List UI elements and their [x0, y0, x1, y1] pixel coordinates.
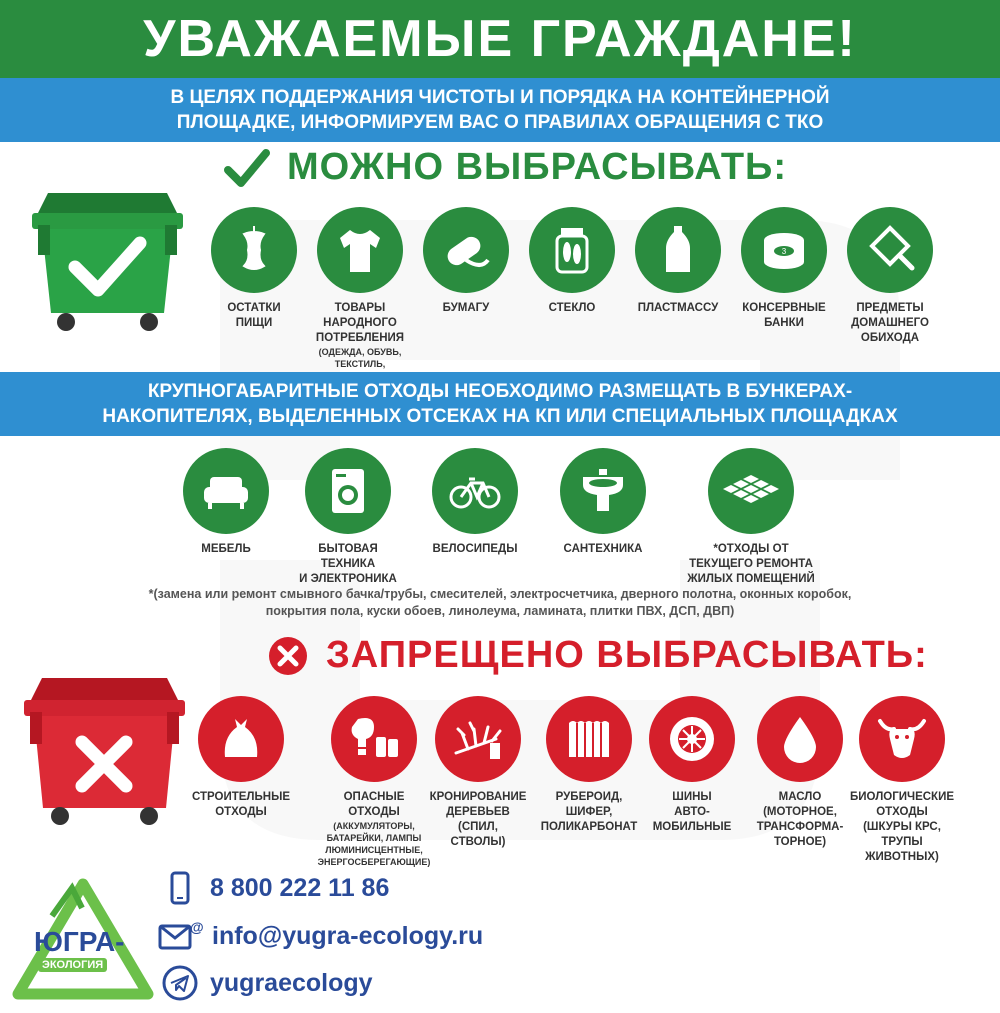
forbidden-item-roofing	[532, 696, 646, 835]
mirror-icon	[860, 220, 920, 280]
forbidden-item-tires	[637, 696, 747, 835]
check-icon	[225, 148, 269, 188]
allowed-item-goods	[305, 207, 415, 382]
allowed-label: БУМАГУ	[442, 302, 490, 314]
plastic-bottle-icon	[648, 220, 708, 280]
yugra-ecology-logo	[12, 878, 154, 1000]
forbidden-label: ОПАСНЫЕ ОТХОДЫ	[343, 791, 405, 818]
intro-banner	[0, 78, 1000, 142]
allowed-label: ПЛАСТМАССУ	[637, 302, 719, 314]
renovation-footnote	[60, 586, 940, 620]
allowed-item-plastic	[623, 207, 733, 316]
allowed-heading	[225, 146, 787, 189]
bulky-label: САНТЕХНИКА	[563, 543, 643, 555]
page-title: УВАЖАЕМЫЕ ГРАЖДАНЕ!	[0, 0, 1000, 78]
forbidden-label: БИОЛОГИЧЕСКИЕ ОТХОДЫ (ШКУРЫ КРС, ТРУПЫ ЖИВОТНЫХ)	[850, 791, 954, 863]
svg-text:3: 3	[781, 247, 787, 256]
forbidden-item-biological	[842, 696, 962, 865]
forbidden-label: РУБЕРОИД, ШИФЕР, ПОЛИКАРБОНАТ	[540, 791, 638, 833]
bicycle-icon	[445, 461, 505, 521]
bulky-label: ВЕЛОСИПЕДЫ	[432, 543, 518, 555]
bulky-label: БЫТОВАЯ ТЕХНИКА И ЭЛЕКТРОНИКА	[299, 543, 397, 585]
bulky-item-plumbing	[548, 448, 658, 557]
contact-phone[interactable]	[162, 870, 389, 906]
bulky-label: МЕБЕЛЬ	[201, 543, 251, 555]
email-address[interactable]: info@yugra-ecology.ru	[212, 921, 484, 950]
bulky-item-bicycles	[420, 448, 530, 557]
forbidden-item-trees	[423, 696, 533, 850]
corrugated-sheet-icon	[559, 709, 619, 769]
bulky-banner	[0, 372, 1000, 436]
bulky-label: *ОТХОДЫ ОТ ТЕКУЩЕГО РЕМОНТА ЖИЛЫХ ПОМЕЩЕНИЙ	[687, 543, 815, 585]
forbidden-heading	[268, 634, 928, 677]
tiles-icon	[721, 461, 781, 521]
glass-jar-icon	[542, 220, 602, 280]
allowed-label: ТОВАРЫ НАРОДНОГО ПОТРЕБЛЕНИЯ	[315, 302, 405, 344]
cross-circle-icon	[268, 636, 308, 676]
logo-line-1: ЮГРА-	[34, 926, 125, 957]
allowed-sublabel: (ОДЕЖДА, ОБУВЬ, ТЕКСТИЛЬ,	[318, 347, 402, 369]
bull-head-icon	[872, 709, 932, 769]
tshirt-icon	[330, 220, 390, 280]
bulky-item-renovation	[686, 448, 816, 587]
contact-email[interactable]	[158, 918, 483, 954]
green-container-icon	[30, 185, 185, 335]
bulb-battery-icon	[344, 709, 404, 769]
phone-number[interactable]: 8 800 222 11 86	[210, 873, 390, 902]
forbidden-item-construction	[186, 696, 296, 820]
bulky-line-1: КРУПНОГАБАРИТНЫЕ ОТХОДЫ НЕОБХОДИМО РАЗМЕЩАТЬ В БУНКЕРАХ-	[147, 381, 853, 402]
tire-icon	[662, 709, 722, 769]
allowed-label: ПРЕДМЕТЫ ДОМАШНЕГО ОБИХОДА	[851, 302, 929, 344]
intro-line-1: В ЦЕЛЯХ ПОДДЕРЖАНИЯ ЧИСТОТЫ И ПОРЯДКА НА КОНТЕЙНЕРНОЙ	[170, 87, 830, 108]
footnote-line-1: *(замена или ремонт смывного бачка/трубы, смесителей, электросчетчика, дверного полотна, оконных коробок,	[148, 587, 852, 601]
red-container-icon	[22, 670, 187, 830]
fallen-tree-icon	[448, 709, 508, 769]
telegram-icon	[162, 965, 198, 1001]
allowed-item-glass	[517, 207, 627, 316]
oil-drop-icon	[770, 709, 830, 769]
apple-core-icon	[224, 220, 284, 280]
allowed-item-household	[835, 207, 945, 346]
forbidden-item-hazardous	[309, 696, 439, 868]
telegram-handle[interactable]: yugraecology	[210, 968, 373, 997]
bulky-item-appliances	[293, 448, 403, 587]
forbidden-sublabel: (АККУМУЛЯТОРЫ, БАТАРЕЙКИ, ЛАМПЫ ЛЮМИНИСЦЕНТНЫЕ, ЭНЕРГОСБЕРЕГАЮЩИЕ)	[317, 821, 431, 867]
email-icon	[158, 918, 204, 954]
forbidden-label: МАСЛО (МОТОРНОЕ, ТРАНСФОРМА- ТОРНОЕ)	[756, 791, 844, 848]
paper-roll-icon	[436, 220, 496, 280]
allowed-heading-text: МОЖНО ВЫБРАСЫВАТЬ:	[287, 146, 787, 188]
trash-bag-icon	[211, 709, 271, 769]
logo-line-2: ЭКОЛОГИЯ	[38, 958, 107, 972]
allowed-label: КОНСЕРВНЫЕ БАНКИ	[742, 302, 826, 329]
allowed-label: ОСТАТКИ ПИЩИ	[227, 302, 281, 329]
phone-icon	[162, 870, 198, 906]
bulky-item-furniture	[171, 448, 281, 557]
forbidden-label: ШИНЫ АВТО- МОБИЛЬНЫЕ	[652, 791, 732, 833]
svg-text:@: @	[190, 919, 204, 935]
allowed-item-cans	[729, 207, 839, 331]
footnote-line-2: покрытия пола, куски обоев, линолеума, ламината, плитки ПВХ, ДСП, ДВП)	[265, 604, 735, 618]
contact-telegram[interactable]	[162, 965, 373, 1001]
forbidden-label: СТРОИТЕЛЬНЫЕ ОТХОДЫ	[191, 791, 291, 818]
sofa-icon	[196, 461, 256, 521]
forbidden-heading-text: ЗАПРЕЩЕНО ВЫБРАСЫВАТЬ:	[326, 634, 928, 676]
allowed-item-paper	[411, 207, 521, 316]
washing-machine-icon	[318, 461, 378, 521]
bulky-line-2: НАКОПИТЕЛЯХ, ВЫДЕЛЕННЫХ ОТСЕКАХ НА КП ИЛИ СПЕЦИАЛЬНЫХ ПЛОЩАДКАХ	[102, 406, 898, 427]
forbidden-label: КРОНИРОВАНИЕ ДЕРЕВЬЕВ (СПИЛ, СТВОЛЫ)	[429, 791, 527, 848]
intro-line-2: ПЛОЩАДКЕ, ИНФОРМИРУЕМ ВАС О ПРАВИЛАХ ОБРАЩЕНИЯ С ТКО	[176, 112, 824, 133]
tin-can-icon	[754, 220, 814, 280]
allowed-item-food	[199, 207, 309, 331]
allowed-label: СТЕКЛО	[548, 302, 596, 314]
sink-icon	[573, 461, 633, 521]
